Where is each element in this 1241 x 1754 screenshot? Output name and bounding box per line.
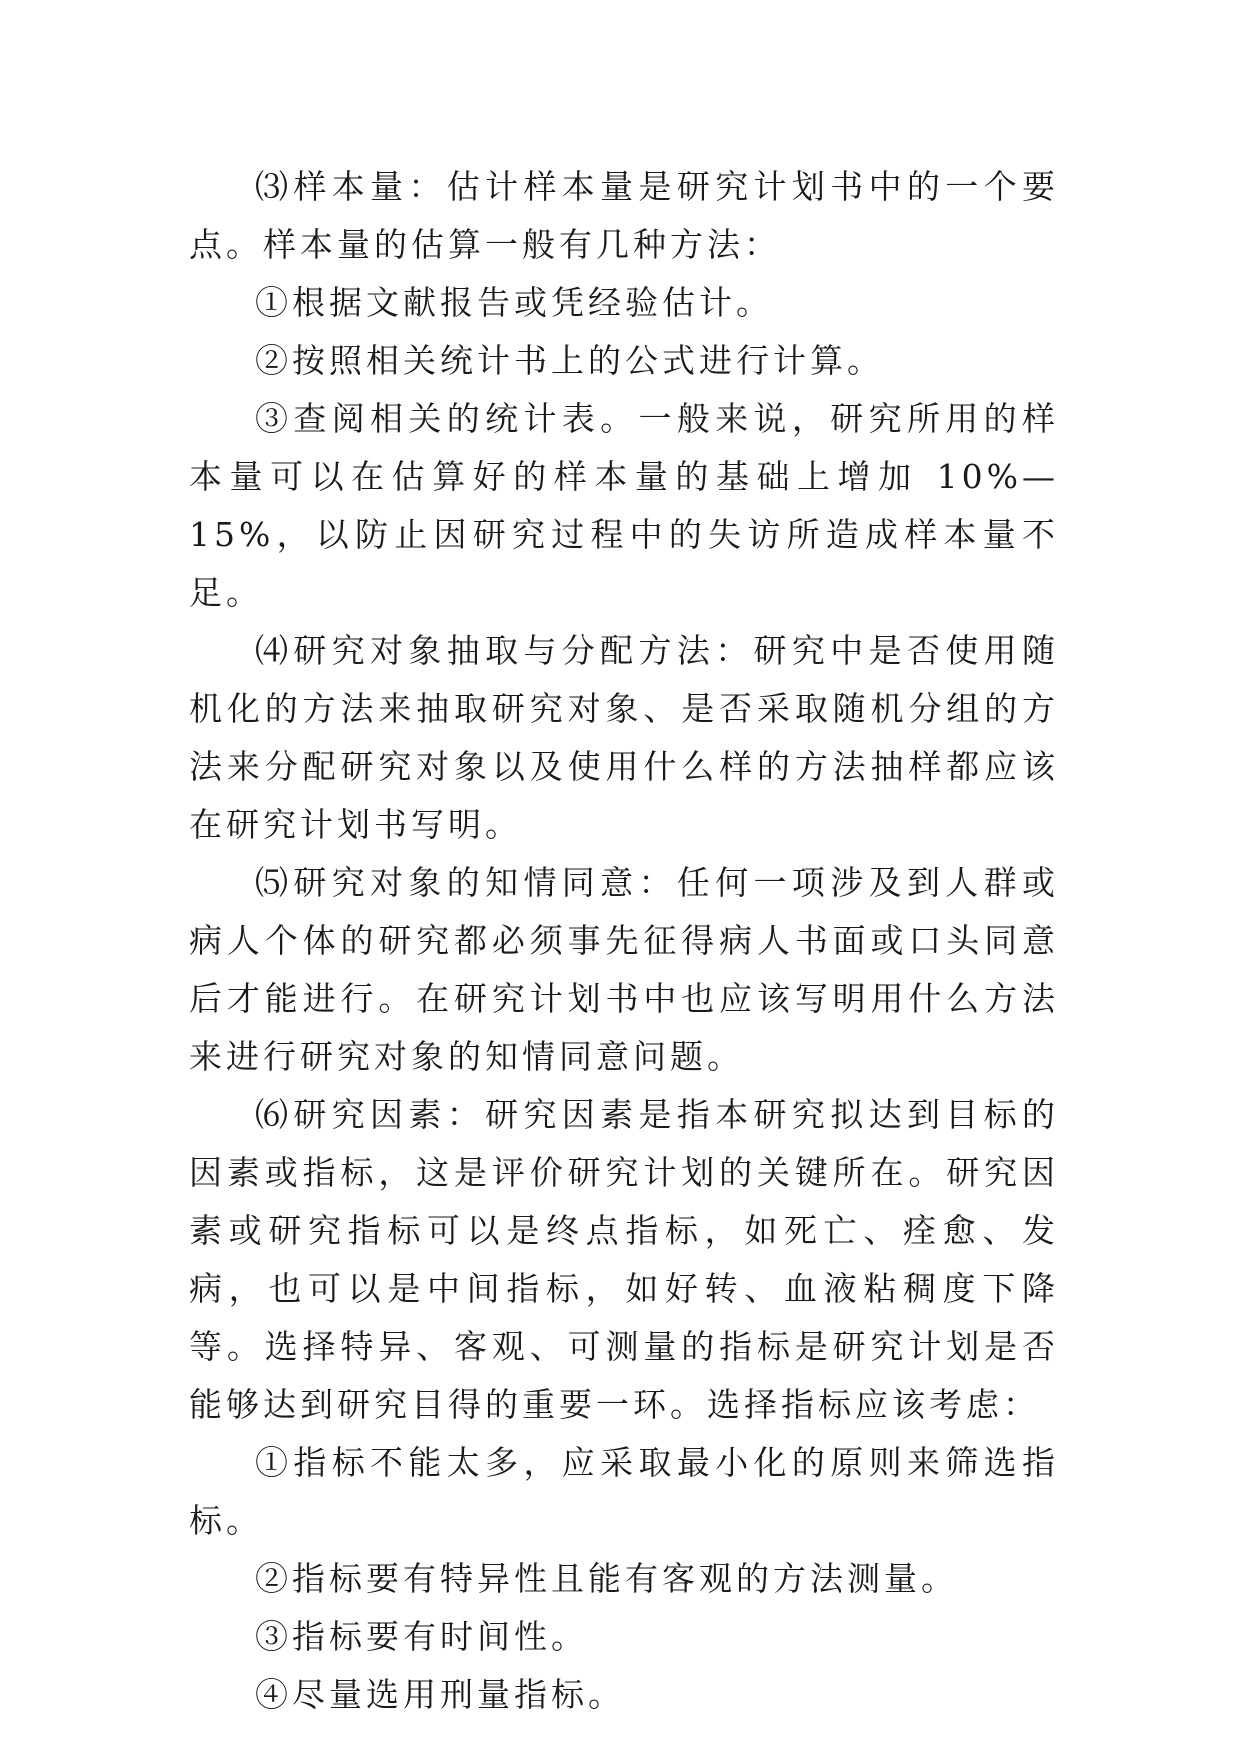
list-item: ②指标要有特异性且能有客观的方法测量。 <box>255 1559 958 1598</box>
paragraph-informed-consent: ⑸研究对象的知情同意：任何一项涉及到人群或病人个体的研究都必须事先征得病人书面或口头同意后才能进行。在研究计划书中也应该写明用什么方法来进行研究对象的知情同意问题。 <box>189 863 1059 1076</box>
paragraph-research-factors: ⑹研究因素：研究因素是指本研究拟达到目标的因素或指标，这是评价研究计划的关键所在。研究因素或研究指标可以是终点指标，如死亡、痊愈、发病，也可以是中间指标，如好转、血液粘稠度下降等。选择特异、客观、可测量的指标是研究计划是否能够达到研究目得的重要一环。选择指标应该考虑： <box>189 1095 1059 1424</box>
list-item: ③指标要有时间性。 <box>255 1617 588 1656</box>
list-item: ②按照相关统计书上的公式进行计算。 <box>255 341 884 380</box>
list-item: ①根据文献报告或凭经验估计。 <box>255 283 773 322</box>
document-body <box>189 158 1059 1724</box>
paragraph-sample-size: ⑶样本量：估计样本量是研究计划书中的一个要点。样本量的估算一般有几种方法： <box>189 167 1059 264</box>
list-item: ③查阅相关的统计表。一般来说，研究所用的样本量可以在估算好的样本量的基础上增加 10%—15%，以防止因研究过程中的失访所造成样本量不足。 <box>189 399 1059 612</box>
list-item: ④尽量选用刑量指标。 <box>255 1675 625 1714</box>
paragraph-sampling-method: ⑷研究对象抽取与分配方法：研究中是否使用随机化的方法来抽取研究对象、是否采取随机分组的方法来分配研究对象以及使用什么样的方法抽样都应该在研究计划书写明。 <box>189 631 1059 844</box>
list-item: ①指标不能太多，应采取最小化的原则来筛选指标。 <box>189 1443 1059 1540</box>
